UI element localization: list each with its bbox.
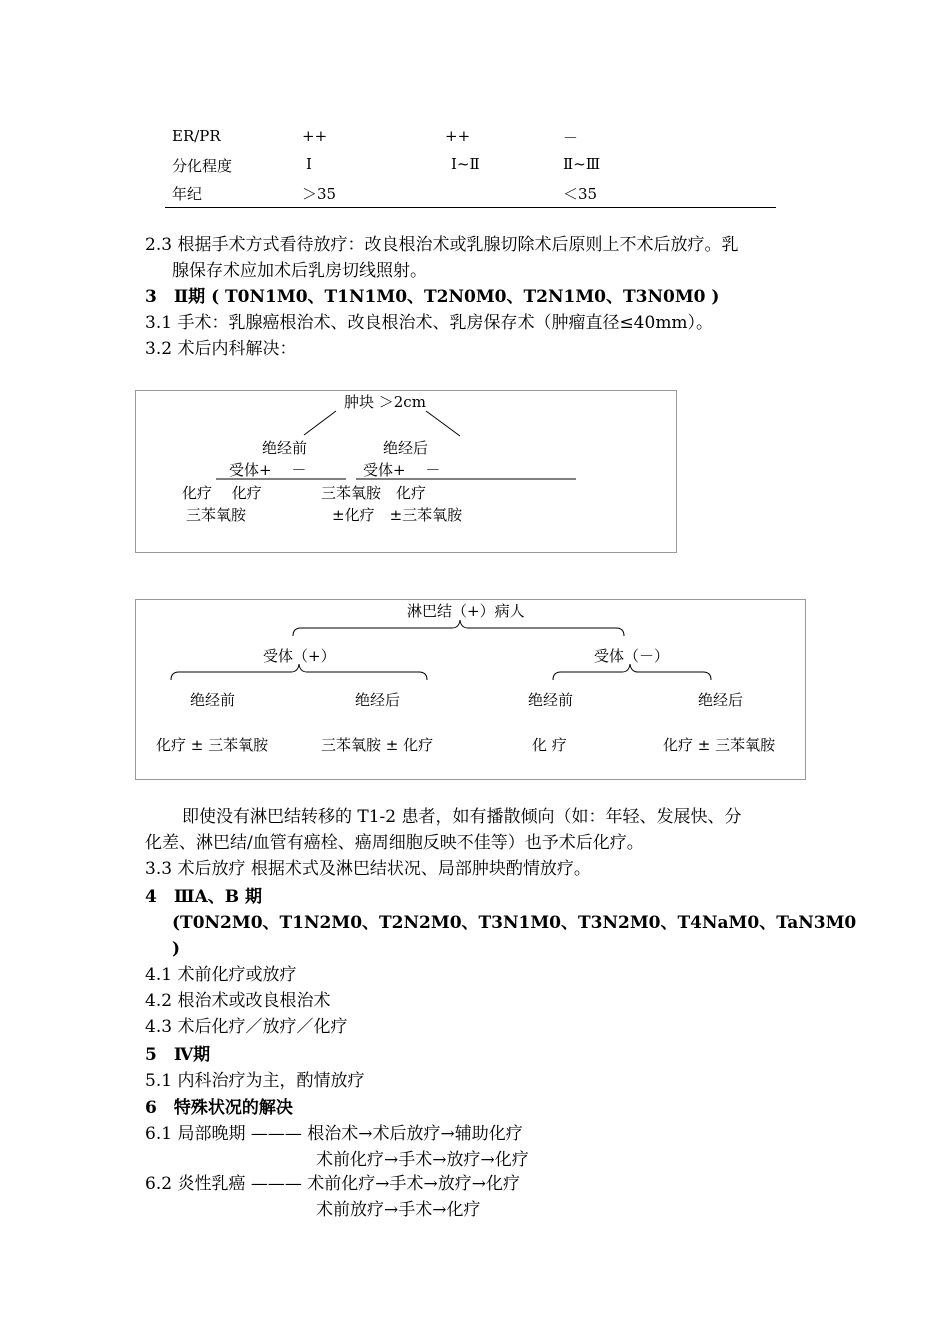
heading-stage-3: 4 ⅢA、B 期 — [145, 887, 263, 907]
heading-stage-3-close: ) — [172, 939, 181, 959]
receptor-label: 受体+ － — [229, 461, 307, 479]
receptor-label: 受体+ － — [363, 461, 441, 479]
diagram-lymph-node — [135, 599, 806, 780]
postmenopausal-label: 绝经后 — [383, 439, 429, 457]
section-4-1: 4.1 术前化疗或放疗 — [145, 965, 297, 985]
treatment-text: 三苯氧胺 ± 化疗 — [321, 736, 434, 754]
table-cell: ＜35 — [563, 185, 598, 203]
treatment-text: 三苯氧胺 — [186, 506, 247, 524]
section-2-3: 2.3 根据手术方式看待放疗：改良根治术或乳腺切除术后原则上不术后放疗。乳 — [145, 235, 739, 255]
premenopausal-label: 绝经前 — [190, 691, 236, 709]
postmenopausal-label: 绝经后 — [698, 691, 744, 709]
section-2-3-cont: 腺保存术应加术后乳房切线照射。 — [172, 261, 427, 281]
row-label: 年纪 — [172, 185, 203, 203]
treatment-text: 三苯氧胺 化疗 — [321, 484, 427, 502]
section-6-1-alt: 术前化疗→手术→放疗→化疗 — [316, 1150, 529, 1170]
section-6-2: 6.2 炎性乳癌 ——— 术前化疗→手术→放疗→化疗 — [145, 1174, 520, 1194]
table-cell: ＞35 — [302, 185, 337, 203]
section-3-2: 3.2 术后内科解决： — [145, 339, 297, 359]
diagram-root: 肿块 ＞2cm — [344, 393, 426, 411]
receptor-positive-label: 受体（+） — [263, 647, 336, 665]
table-bottom-rule — [165, 207, 776, 208]
postmenopausal-label: 绝经后 — [355, 691, 401, 709]
diagram-tumor-size — [135, 390, 677, 553]
treatment-text: 化 疗 — [532, 736, 567, 754]
premenopausal-label: 绝经前 — [528, 691, 574, 709]
paragraph-line-1: 即使没有淋巴结转移的 T1-2 患者，如有播散倾向（如：年轻、发展快、分 — [182, 807, 742, 827]
heading-stage-4: 5 Ⅳ期 — [145, 1045, 211, 1065]
section-5-1: 5.1 内科治疗为主，酌情放疗 — [145, 1071, 365, 1091]
table-cell: Ⅱ~Ⅲ — [563, 155, 601, 173]
receptor-negative-label: 受体（－） — [594, 647, 670, 665]
treatment-text: 化疗 化疗 — [182, 484, 262, 502]
treatment-text: ±化疗 ±三苯氧胺 — [332, 506, 463, 524]
section-6-2-alt: 术前放疗→手术→化疗 — [316, 1200, 481, 1220]
paragraph-line-2: 化差、淋巴结/血管有癌栓、癌周细胞反映不佳等）也予术后化疗。 — [145, 833, 644, 853]
section-3-1: 3.1 手术：乳腺癌根治术、改良根治术、乳房保存术（肿瘤直径≤40mm）。 — [145, 313, 714, 333]
section-3-3: 3.3 术后放疗 根据术式及淋巴结状况、局部肿块酌情放疗。 — [145, 859, 591, 879]
premenopausal-label: 绝经前 — [262, 439, 308, 457]
treatment-text: 化疗 ± 三苯氧胺 — [663, 736, 776, 754]
table-cell: ++ — [302, 127, 328, 145]
section-4-2: 4.2 根治术或改良根治术 — [145, 991, 331, 1011]
section-6-1: 6.1 局部晚期 ——— 根治术→术后放疗→辅助化疗 — [145, 1124, 523, 1144]
heading-stage-2: 3 Ⅱ期 ( T0N1M0、T1N1M0、T2N0M0、T2N1M0、T3N0M0 ) — [145, 287, 720, 307]
table-cell: Ⅰ~Ⅱ — [451, 155, 480, 173]
table-cell: Ⅰ — [306, 155, 312, 173]
table-cell: ++ — [445, 127, 471, 145]
section-4-3: 4.3 术后化疗／放疗／化疗 — [145, 1017, 348, 1037]
row-label: 分化程度 — [172, 157, 233, 175]
diagram-root: 淋巴结（+）病人 — [407, 602, 525, 620]
table-cell: － — [563, 129, 579, 147]
heading-stage-3-codes: (T0N2M0、T1N2M0、T2N2M0、T3N1M0、T3N2M0、T4NaM0、TaN3M0 — [172, 913, 857, 933]
treatment-text: 化疗 ± 三苯氧胺 — [156, 736, 269, 754]
row-label: ER/PR — [172, 127, 221, 145]
heading-special: 6 特殊状况的解决 — [145, 1098, 293, 1118]
